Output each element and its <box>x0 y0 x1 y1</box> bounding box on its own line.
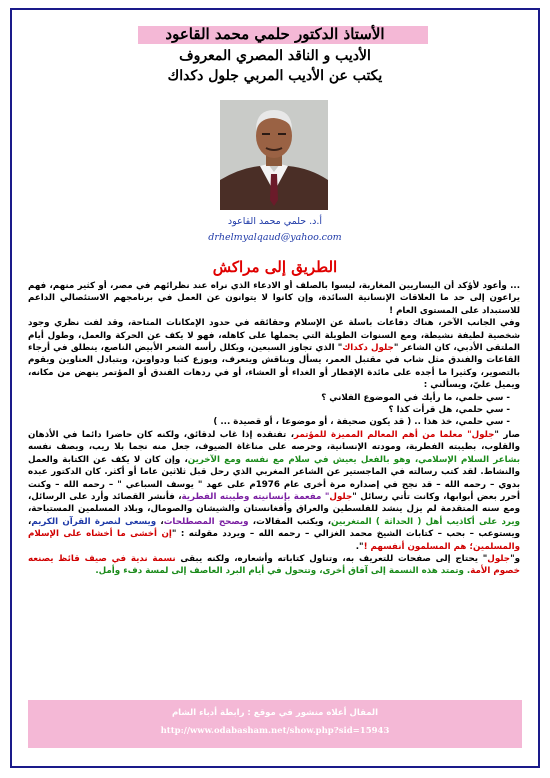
quote-text: إن أخشى ما أخشاه على الإسلام والمسلمين؛ هم المسلمون أنفسهم ! <box>28 529 520 552</box>
text: " يحتاج إلى صفحات للتعريف به، وتناول كتاباته وأشعاره، ولكنه يبقى <box>175 553 488 564</box>
header-line-2: الأديب و الناقد المصري المعروف <box>179 48 371 64</box>
highlight-text: ويرد على أكاذيب أهل ( الحداثة ) المتغربين <box>331 516 520 527</box>
header-line-3: يكتب عن الأديب المربي جلول دكداك <box>167 68 383 84</box>
text: ". <box>355 541 364 552</box>
highlight-text: بشاعر السلام الإسلامي، وهو بالفعل يعيش في سلام مع نفسه ومع الآخرين <box>187 454 520 465</box>
list-item: - سي حلمي، خذ هذا .. ( قد يكون صحيفة ، أو موضوعا ، أو قصيدة ... ) <box>28 416 510 428</box>
list-item: - سي حلمي، هل قرأت كذا ؟ <box>28 404 510 416</box>
article-body <box>28 280 526 670</box>
author-email[interactable]: drhelmyalqaud@yahoo.com <box>208 232 342 243</box>
poet-name: جلول دكداك <box>342 343 394 354</box>
poet-name: جلول <box>329 491 353 502</box>
text: ، فأنشر القصائد وأرد على الرسائل، ومع سنه المتقدمة لم يزل ينشد للفلسطين والعراق وأفغانستان والشيشان والصومال، وبلاد المسلمين المستباحة، <box>28 491 520 515</box>
text: " الذي تجاوز السبعين، ويكلل رأسه الشعر الأبيض الناصع، ينطلق في أرجاء القاعات والفندق مثل شاب في مقتبل العمر، يسأل ويناقش ويتعرف، ويوزع كتبا ودواوين، ويتبادل العناوين ويقوم بالتصوير، وكثيرا ما أجده على مائدة الإفطار أو الغداء أو العشاء، أو في ردهات الفندق أو المؤتمر ينهض من مكانه، ويميل عليّ، ويسألني : <box>28 343 520 391</box>
text: ، ويستوعب – بحب – كتابات الشيخ محمد الغزالي – رحمه الله – ويردد مقولته : " <box>28 516 521 540</box>
paragraph-4 <box>28 553 526 578</box>
text: و" <box>510 553 521 564</box>
highlight-text: " معلما من أهم المعالم المميزة للمؤتمر <box>294 429 472 440</box>
highlight-text: نسمة ندية في صيف قائظ يصنعه خصوم الأمة <box>28 553 520 577</box>
poet-name: جلول <box>471 429 495 440</box>
paragraph-2 <box>28 317 526 391</box>
footer-link[interactable]: http://www.odabasham.net/show.php?sid=15943 <box>160 726 390 736</box>
highlight-text: " مفعمة بإنسانيته وطيبته الفطرية <box>181 491 330 502</box>
author-name: أ.د. حلمي محمد القاعود <box>227 216 323 227</box>
paragraph-1: ... وأعود لأؤكد أن اليساريين المغاربة، ليسوا بالصلف أو الادعاء الذي نراه عند نظرائهم في مصر، أو كثير منهم، فهم يراعون إلى حد ما العلاقات الإنسانية السائدة، وإن كانوا لا يتوانون عن العمل في برنامجهم الاستئصالي الداعم للاستبداد على المستوى العام ! <box>28 281 520 316</box>
questions-list <box>28 392 526 429</box>
article-title: الطريق إلى مراكش <box>212 258 338 276</box>
list-item: - سي حلمي، ما رأيك في الموضوع الفلاني ؟ <box>28 392 510 404</box>
highlight-text: . وتمتد هذه النسمة إلى آفاق أخرى، وتتحول في أيام البرد العاصف إلى لمسة دفء وأمل. <box>95 566 471 577</box>
text: ، <box>156 516 164 527</box>
author-photo <box>220 100 328 210</box>
text: وفي الجانب الآخر، هناك دفاعات باسلة عن الإسلام وحقائقه في حدود الإمكانات المتاحة، وقد لفت نظري وجود شخصية لطيفة نشيطة، ومع السنوات الطويلة التي يحملها على كاهله، فهو لا يكف عن الحركة والعمل، وطول أيام الملتقى الأدبي، كان الشاعر " <box>28 318 520 354</box>
text: ، تفتقده إذا غاب لدقائق، ولكنه كان حاضرا دائما في الأذهان والقلوب، بطيبته الفطرية، ومودته الإنسانية، وحرصه على مناغاة الضيوف، جعل منه نجما بلا ريب، ويصف نفسه <box>28 429 520 453</box>
highlight-text: ويصحح المصطلحات <box>163 516 249 527</box>
text: ، وإن كان لا يكف عن الكتابة والعمل والنشاط. لقد كتب رسالته في الماجستير عن الشاعر المغربي الذي رحل قبل ثلاثين عاما أو أكثر. كان الدكتور عبده بدوي – رحمه الله – قد نجح في إصداره مرة أخرى عام 1976م على عهد " يوسف السباعي " – رحمه الله – وكنت أحرر بعض أبوابها، وكانت تأتي رسائل " <box>28 454 520 502</box>
text: ، ويكتب المقالات، <box>248 516 332 527</box>
header-line-1: الأستاذ الدكتور حلمي محمد القاعود <box>165 25 385 43</box>
poet-name: جلول <box>487 553 511 564</box>
paragraph-3 <box>28 429 526 553</box>
text: صار " <box>494 429 520 440</box>
footer-source: المقال أعلاه منشور في موقع : رابطة أدباء الشام <box>171 708 379 718</box>
highlight-text: ويسعى لنصرة القرآن الكريم <box>31 516 157 527</box>
